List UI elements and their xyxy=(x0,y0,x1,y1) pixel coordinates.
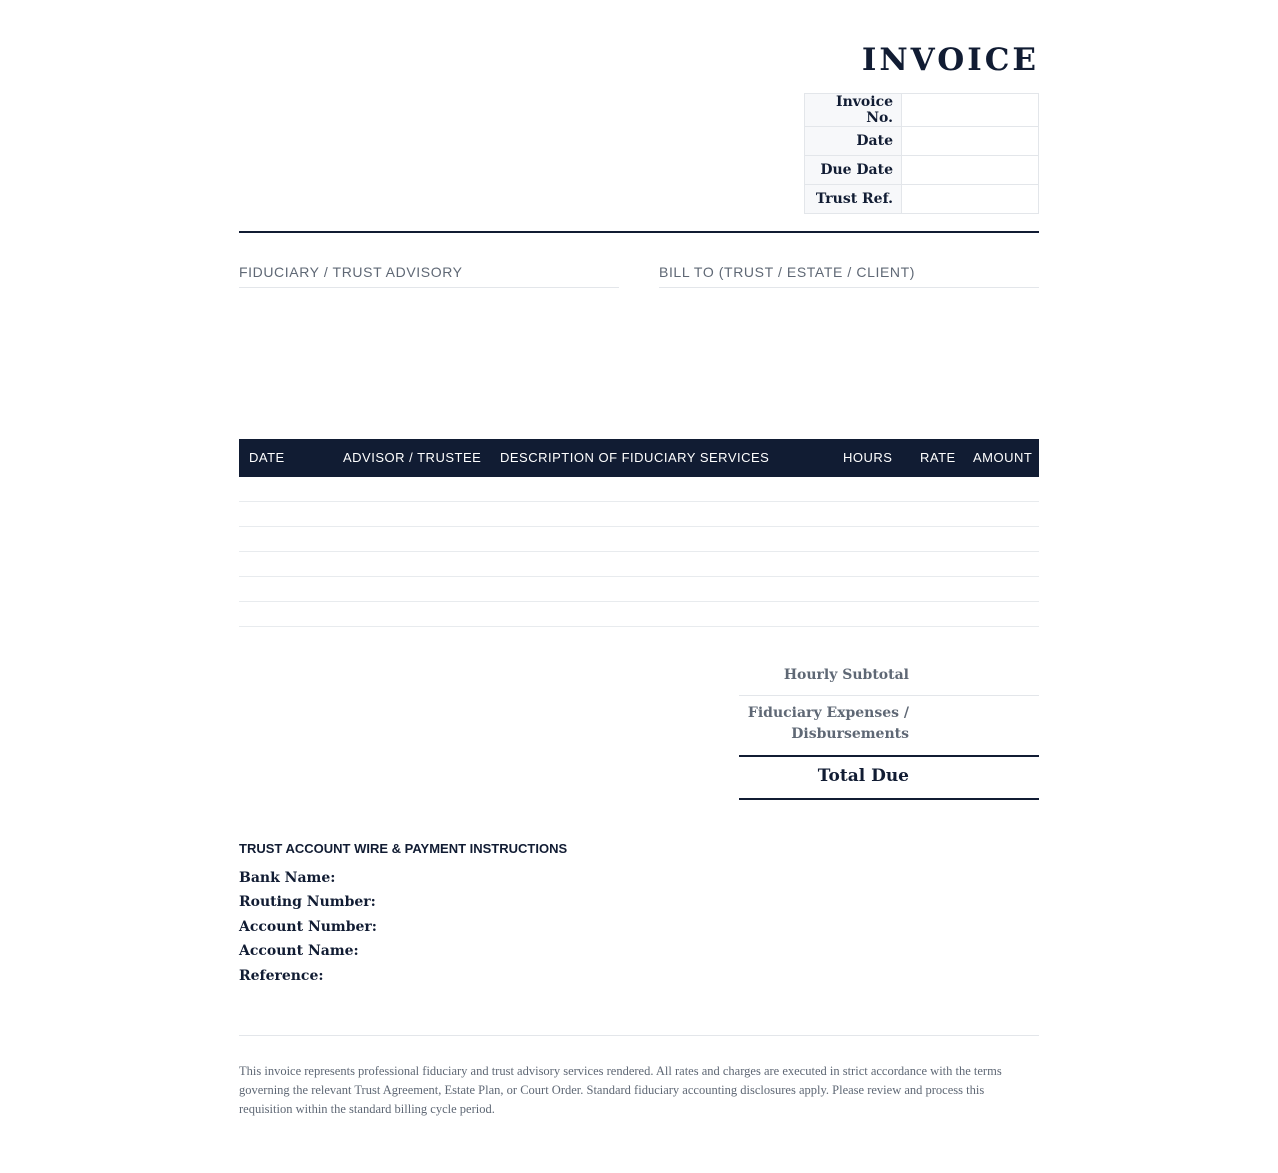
date-field[interactable] xyxy=(902,127,1039,156)
totals-block xyxy=(739,656,1039,800)
table-row[interactable] xyxy=(239,602,1039,627)
table-row[interactable] xyxy=(239,552,1039,577)
meta-row-trust-ref xyxy=(805,185,1039,214)
table-row[interactable] xyxy=(239,502,1039,527)
footer-divider xyxy=(239,1035,1039,1036)
footer-disclaimer: This invoice represents professional fiduciary and trust advisory services rendered. All rates and charges are executed in strict accordance with the terms governing the relevant Trust Agreement, Estate Plan, or Court Order. Standard fiduciary accounting disclosures apply. Please review and process this requisition within the standard billing cycle period. xyxy=(239,1064,1002,1116)
subtotal-label: Hourly Subtotal xyxy=(783,667,909,683)
total-due-row xyxy=(739,757,1039,800)
meta-row-invoice-no xyxy=(805,94,1039,127)
payment-instructions-list xyxy=(239,868,377,990)
account-name-label: Account Name: xyxy=(239,943,359,960)
meta-label: Trust Ref. xyxy=(805,185,902,214)
invoice-meta-table xyxy=(804,93,1039,214)
subtotal-row xyxy=(739,656,1039,696)
meta-row-due-date xyxy=(805,156,1039,185)
table-row[interactable] xyxy=(239,527,1039,552)
expenses-label xyxy=(739,696,909,745)
expenses-row xyxy=(739,696,1039,757)
column-header-amount: AMOUNT xyxy=(973,450,1033,465)
expenses-label-line: Disbursements xyxy=(791,726,909,742)
invoice-title: INVOICE xyxy=(861,42,1039,78)
meta-row-date xyxy=(805,127,1039,156)
meta-label: Due Date xyxy=(805,156,902,185)
due-date-field[interactable] xyxy=(902,156,1039,185)
expenses-label-line: Fiduciary Expenses / xyxy=(747,705,909,721)
meta-label: Invoice No. xyxy=(805,94,902,127)
invoice-no-field[interactable] xyxy=(902,94,1039,127)
reference-label: Reference: xyxy=(239,967,324,984)
line-items-header xyxy=(239,439,1039,477)
meta-label: Date xyxy=(805,127,902,156)
column-header-date: DATE xyxy=(249,450,285,465)
column-header-advisor: ADVISOR / TRUSTEE xyxy=(343,450,482,465)
column-header-rate: RATE xyxy=(920,450,956,465)
account-number-label: Account Number: xyxy=(239,918,377,935)
total-due-label: Total Due xyxy=(817,766,909,786)
header-divider xyxy=(239,231,1039,233)
column-header-hours: HOURS xyxy=(843,450,893,465)
routing-number-label: Routing Number: xyxy=(239,894,376,911)
bill-to-section-label: BILL TO (TRUST / ESTATE / CLIENT) xyxy=(659,264,1039,288)
trust-ref-field[interactable] xyxy=(902,185,1039,214)
table-row[interactable] xyxy=(239,477,1039,502)
table-row[interactable] xyxy=(239,577,1039,602)
payment-instructions-title: TRUST ACCOUNT WIRE & PAYMENT INSTRUCTIONS xyxy=(239,841,568,856)
line-items-table xyxy=(239,439,1039,627)
column-header-description: DESCRIPTION OF FIDUCIARY SERVICES xyxy=(500,450,770,465)
bank-name-label: Bank Name: xyxy=(239,870,336,886)
from-section-label: FIDUCIARY / TRUST ADVISORY xyxy=(239,264,619,288)
